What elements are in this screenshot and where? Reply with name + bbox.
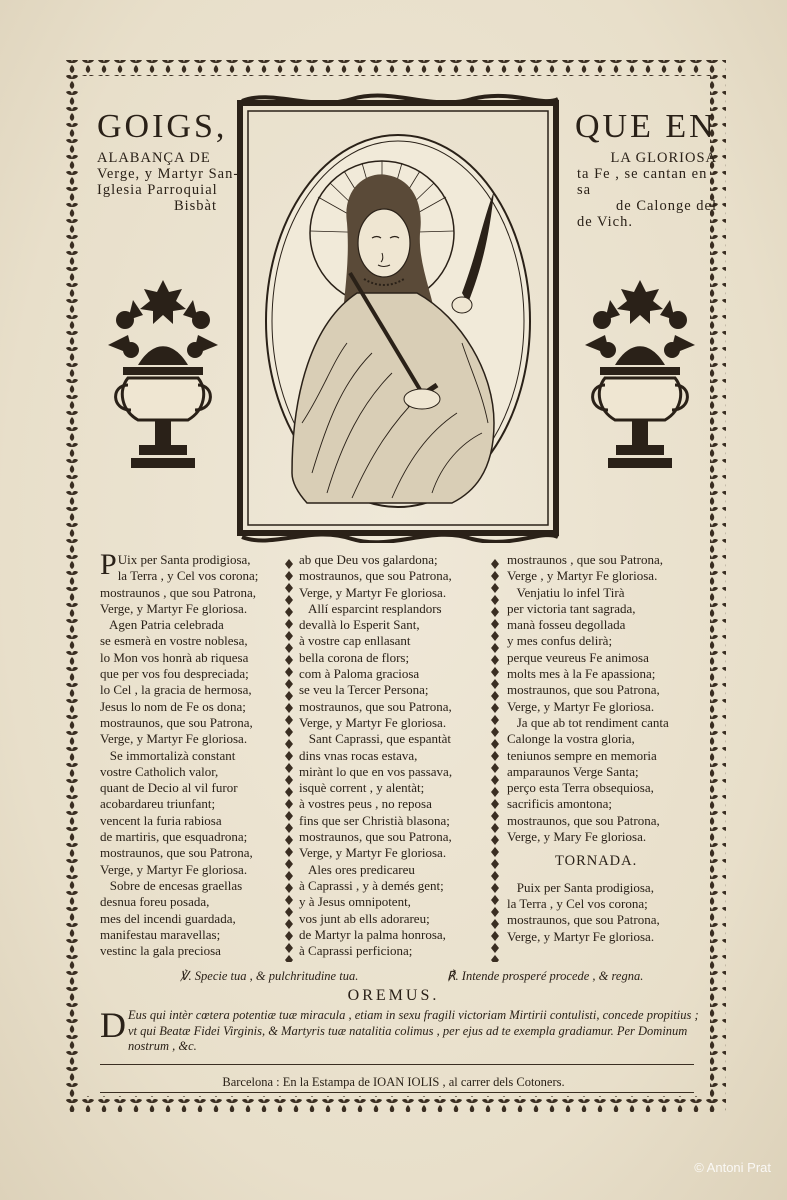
verse-line: ab que Deu vos galardona; [299,552,438,567]
verse-line: se esmerà en vostre noblesa, [100,633,248,649]
verse-line: fins que ser Christià blasona; [299,812,450,828]
subtitle-line: de Calonge del [616,198,717,214]
verse-line: à vostre cap enllasant [299,633,411,649]
prayer-body: Eus qui intèr cœtera potentiæ tuæ miracula , etiam in sexu fragili victoriam Mirtirii contulisti, concede propitius ; vt qui Beatæ Fidei Virginis, & Martyris tuæ natalitia colimus , per ejus ad te exempla gradiamur. Per Dominum nostrum , &c. [128,1008,699,1053]
verse-line: à vostres peus , no reposa [299,796,432,812]
verse-line: lo Mon vos honrà ab riquesa [100,649,249,665]
verse-line: molts mes à la Fe apassiona; [507,666,656,682]
verse-line: que per vos fou despreciada; [100,666,249,682]
tornada-line: Puix per Santa prodigiosa, [507,879,654,895]
prayer-dropcap: D [100,1005,126,1045]
verse-line: mostraunos, que sou Patrona, [100,845,253,861]
verse-line: perço esta Terra obsequiosa, [507,780,654,796]
verse-line: Se immortalizà constant [100,747,236,763]
verse-line: Verge, y Martyr Fe gloriosa. [100,731,248,747]
verse-line: vestinc la gala preciosa [100,943,221,959]
verse-line: devallà lo Esperit Sant, [299,617,420,633]
verse-line: bella corona de flors; [299,649,410,665]
tornada-line: Verge, y Martyr Fe gloriosa. [507,928,655,944]
subtitle-line: Iglesia Parroquial [97,182,218,198]
subtitle-line: Bisbàt [173,198,217,214]
flower-vase-left [103,270,223,480]
verse-line: teniunos sempre en memoria [507,747,657,763]
verse-line: vostre Catholich valor, [100,763,219,779]
verse-line: manà fosseu degollada [507,617,626,633]
verse-line: mirànt lo que en vos passava, [299,763,453,779]
verse-line: Jesus lo nom de Fe os dona; [100,698,246,714]
response: ℟. Intende prosperé procede , & regna. [447,969,644,983]
prayer-text [100,1005,700,1055]
verse-line: Ales ores predicareu [299,861,415,877]
oremus-heading: OREMUS. [347,987,440,1004]
verse-line: dins vnas rocas estava, [299,747,418,763]
verse-line: Verge, y Martyr Fe gloriosa. [100,861,248,877]
verse-line: Verge, y Martyr Fe gloriosa. [299,714,447,730]
tornada-line: la Terra , y Cel vos corona; [507,895,648,911]
column-divider-2 [489,558,501,962]
verse-line: mes del incendi guardada, [100,910,236,926]
subtitle-line: Verge, y Martyr San- [97,166,240,182]
verse-line: sacrificis amontona; [507,796,613,812]
verse-line: y mes confus delirà; [507,633,613,649]
flower-vase-right [580,270,700,480]
verse-line: de martiris, que esquadrona; [100,829,248,845]
verse-dropcap: P [100,548,117,581]
verse-line: mostraunos, que sou Patrona, [507,812,660,828]
subtitle-line: ta Fe , se cantan en sa [577,166,708,198]
verse-column-3 [507,552,669,945]
verse-line: desnua foreu posada, [100,894,210,910]
copyright-watermark: © Antoni Prat [694,1160,771,1175]
subtitle-right [577,150,717,230]
verse-line: Ja que ab tot rendiment canta [507,714,669,730]
verse-line: la Terra , y Cel vos corona; [117,568,259,584]
spacer [507,845,669,853]
verse-line: mostraunos, que sou Patrona, [299,568,452,584]
verse-line: vos junt ab ells adorareu; [299,910,430,926]
verse-line: perque veureus Fe animosa [507,649,649,665]
verse-line: per victoria tant sagrada, [507,600,636,616]
verse-line: com à Paloma graciosa [299,666,420,682]
verse-column-1 [100,548,259,959]
verse-line: Verge, y Martyr Fe gloriosa. [100,600,248,616]
title-left: GOIGS, [97,108,228,145]
verse-line: Sobre de encesas graellas [100,877,243,893]
verse-line: quant de Decio al vil furor [100,780,238,796]
verse-line: Sant Caprassi, que espantàt [299,731,451,747]
verse-line: vencent la furia rabiosa [100,812,222,828]
verse-line: amparaunos Verge Santa; [507,763,639,779]
verse-line: mostraunos, que sou Patrona, [299,698,452,714]
verse-line: à Caprassi , y à demés gent; [299,877,444,893]
printer-imprint: Barcelona : En la Estampa de IOAN IOLIS , al carrer dels Cotoners. [222,1075,565,1089]
verse-line: Uix per Santa prodigiosa, [117,552,251,567]
subtitle-line: ALABANÇA DE [97,150,211,166]
verse-line: y à Jesus omnipotent, [299,894,411,910]
verse-line: Verge , y Martyr Fe gloriosa. [507,568,658,584]
verse-line: Agen Patria celebrada [100,617,224,633]
verse-line: Verge, y Mary Fe gloriosa. [507,829,647,845]
verse-line: lo Cel , la gracia de hermosa, [100,682,252,698]
verse-line: Verge, y Martyr Fe gloriosa. [507,698,655,714]
verse-line: de Martyr la palma honrosa, [299,926,446,942]
tornada-heading: TORNADA. [555,853,638,870]
verse-line: acobardareu triunfant; [100,796,216,812]
verse-column-2 [299,552,452,959]
versicle: ℣. Specie tua , & pulchritudine tua. [180,969,359,983]
verse-line: Calonge la vostra gloria, [507,731,635,747]
saint-woodcut [232,93,564,543]
verse-line: isquè corrent , y alentàt; [299,780,425,796]
verse-line: Verge, y Martyr Fe gloriosa. [299,584,447,600]
verse-line: Allí esparcint resplandors [299,600,442,616]
verse-line: mostraunos , que sou Patrona, [100,584,256,600]
title-right: QUE EN [575,108,717,145]
verse-line: se veu la Tercer Persona; [299,682,429,698]
verse-line: à Caprassi perficiona; [299,943,413,959]
verse-line: Venjatiu lo infel Tirà [507,584,625,600]
subtitle-line: de Vich. [577,214,633,230]
verse-line: mostraunos , que sou Patrona, [507,552,663,567]
tornada-line: mostraunos, que sou Patrona, [507,912,660,928]
rule-top [100,1064,694,1065]
spacer [507,870,669,880]
verse-line: mostraunos, que sou Patrona, [100,714,253,730]
verse-line: mostraunos, que sou Patrona, [299,829,452,845]
verse-line: Verge, y Martyr Fe gloriosa. [299,845,447,861]
subtitle-line: LA GLORIOSA [610,150,717,166]
verse-line: manifestau maravellas; [100,926,221,942]
rule-bottom [100,1092,694,1093]
column-divider-1 [283,558,295,962]
verse-line: mostraunos, que sou Patrona, [507,682,660,698]
